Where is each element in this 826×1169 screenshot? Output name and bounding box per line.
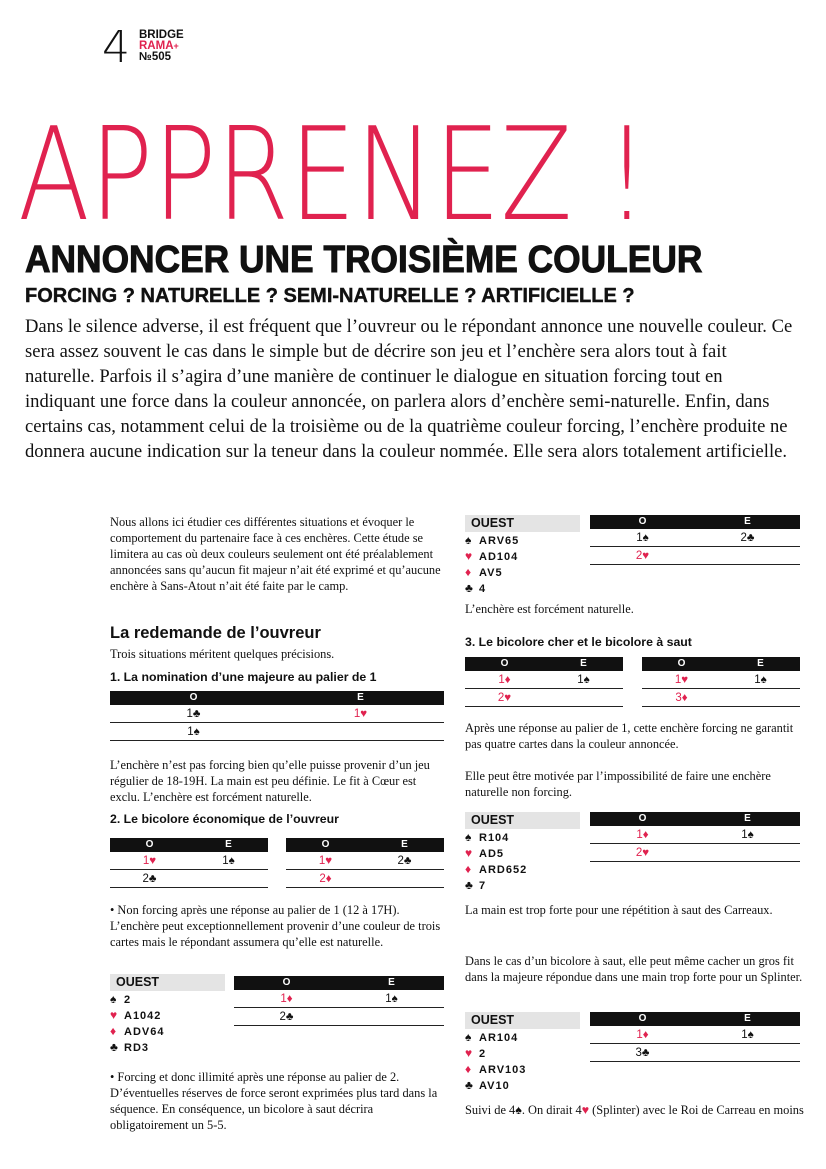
hand-label: OUEST (465, 1012, 580, 1029)
brand-line1: BRIDGE (139, 29, 184, 41)
bidding-row: 3♣ (590, 1044, 800, 1062)
hand-label: OUEST (465, 515, 580, 532)
r4-intro: Dans le cas d’un bicolore à saut, elle peut même cacher un gros fit dans la majeure répondue dans une main trop forte pour un Splinter. (465, 954, 803, 984)
subsection-1-text: L’enchère n’est pas forcing bien qu’elle puisse provenir d’un jeu régulier de 18-19H. La main est peu définie. Le fit à Cœur est exclu. L’enchère est forcément naturelle. (110, 758, 430, 804)
bidding-table-2b (286, 838, 444, 888)
diamond-icon: ♦ (465, 862, 472, 876)
hand-ouest-r3: OUEST ♠ R104 ♥ AD5 ♦ ARD652 ♣ 7 (465, 812, 580, 893)
diamond-icon: ♦ (110, 1024, 117, 1038)
spade-icon: ♠ (465, 533, 472, 547)
article-subtitle: FORCING ? NATURELLE ? SEMI-NATURELLE ? ARTIFICIELLE ? (25, 285, 635, 307)
heart-icon: ♥ (581, 1103, 590, 1117)
bidding-header: O E (642, 657, 800, 671)
subsection-2-text: • Non forcing après une réponse au palier de 1 (12 à 17H). L’enchère peut exceptionnellement provenir d’une couleur de trois cartes mais le répondant assumera qu’elle est naturelle. (110, 903, 441, 949)
section-title: La redemande de l’ouvreur (110, 624, 321, 642)
bidding-table-2a (110, 838, 268, 888)
bidding-row: 2♥ (590, 844, 800, 862)
intro-paragraph: Dans le silence adverse, il est fréquent que l’ouvreur ou le répondant annonce une nouvelle couleur. Ce sera assez souvent le cas dans le simple but de décrire son jeu et l’enchère sera alors tout à fait naturelle. Parfois il s’agira d’une manière de continuer le dialogue en situation forcing tout en indiquant une force dans la couleur annoncée, on parlera alors d’enchère semi-naturelle. Enfin, dans certains cas, notamment celui de la troisième ou de la quatrième couleur forcing, l’enchère produite ne donnera aucune indication sur la teneur dans la couleur nommée. Elle sera alors totalement artificielle. (25, 316, 793, 462)
r3-text: La main est trop forte pour une répétition à saut des Carreaux. (465, 903, 773, 917)
club-icon: ♣ (465, 581, 473, 595)
bidding-header: O E (465, 657, 623, 671)
spade-icon: ♠ (110, 992, 117, 1006)
bidding-table-r4 (590, 1012, 800, 1062)
bidding-table-3 (234, 976, 444, 1026)
bidding-row: 1♠ 2♣ (590, 529, 800, 547)
spade-icon: ♠ (465, 830, 472, 844)
heart-icon: ♥ (110, 1008, 118, 1022)
bidding-header: O E (286, 838, 444, 852)
bidding-table-r1 (590, 515, 800, 565)
bidding-table-1 (110, 691, 444, 741)
spade-icon: ♠ (465, 1030, 472, 1044)
bidding-row: 1♥ 2♣ (286, 852, 444, 870)
r1-text: L’enchère est forcément naturelle. (465, 602, 634, 616)
hand-label: OUEST (110, 974, 225, 991)
bidding-row: 1♣ 1♥ (110, 705, 444, 723)
bidding-table-r2a (465, 657, 623, 707)
bidding-row: 2♣ (110, 870, 268, 888)
subsection-1-title: 1. La nomination d’une majeure au palier de 1 (110, 670, 377, 684)
bidding-row: 1♠ (110, 723, 444, 741)
diamond-icon: ♦ (465, 1062, 472, 1076)
hand-ouest-left: OUEST ♠ 2 ♥ A1042 ♦ ADV64 ♣ RD3 (110, 974, 225, 1055)
bidding-row: 2♥ (465, 689, 623, 707)
bidding-row: 1♦ 1♠ (234, 990, 444, 1008)
r4-text: Suivi de 4♠. On dirait 4♥ (Splinter) avec le Roi de Carreau en moins (465, 1103, 804, 1117)
bidding-table-r2b (642, 657, 800, 707)
heart-icon: ♥ (465, 846, 473, 860)
bidding-header: O E (110, 838, 268, 852)
hand-ouest-r1: OUEST ♠ ARV65 ♥ AD104 ♦ AV5 ♣ 4 (465, 515, 580, 596)
article-title: ANNONCER UNE TROISIÈME COULEUR (25, 239, 703, 281)
heart-icon: ♥ (465, 549, 473, 563)
subsection-3-text-2: Elle peut être motivée par l’impossibilité de faire une enchère naturelle non forcing. (465, 769, 771, 799)
bidding-header: O E (590, 812, 800, 826)
page-number: 4 (102, 22, 130, 73)
club-icon: ♣ (110, 1040, 118, 1054)
bidding-header: O E (590, 515, 800, 529)
club-icon: ♣ (465, 1078, 473, 1092)
headline: APPRENEZ ! (18, 101, 648, 250)
bidding-row: 1♥ 1♠ (110, 852, 268, 870)
brand-plus: + (173, 41, 179, 51)
bidding-row: 1♦ 1♠ (590, 826, 800, 844)
subsection-3-title: 3. Le bicolore cher et le bicolore à saut (465, 635, 692, 649)
bidding-header: O E (234, 976, 444, 990)
bidding-row: 2♦ (286, 870, 444, 888)
heart-icon: ♥ (465, 1046, 473, 1060)
subsection-3-text: Après une réponse au palier de 1, cette enchère forcing ne garantit pas quatre cartes dans la couleur annoncée. (465, 721, 794, 751)
hand-label: OUEST (465, 812, 580, 829)
bidding-row: 3♦ (642, 689, 800, 707)
bidding-row: 1♥ 1♠ (642, 671, 800, 689)
bidding-row: 2♥ (590, 547, 800, 565)
subsection-2-text-2: • Forcing et donc illimité après une réponse au palier de 2. D’éventuelles réserves de force seront exprimées plus tard dans la séquence. En conséquence, un bicolore à saut décrira obligatoirement un 5-5. (110, 1070, 438, 1132)
brand-line2: RAMA (139, 40, 174, 52)
issue-number: №505 (139, 51, 172, 63)
diamond-icon: ♦ (465, 565, 472, 579)
bidding-header: O E (110, 691, 444, 705)
club-icon: ♣ (465, 878, 473, 892)
bidding-row: 1♦ 1♠ (465, 671, 623, 689)
bidding-row: 1♦ 1♠ (590, 1026, 800, 1044)
left-paragraph-1: Nous allons ici étudier ces différentes situations et évoquer le comportement du partenaire face à ces enchères. Cette étude se limitera au cas où deux couleurs seulement ont été préalablement annoncées sans qu’aucun fit majeur n’ait été exprimé et qu’aucune enchère à Sans-Atout n’ait été faite par le camp. (110, 515, 441, 593)
hand-ouest-r4: OUEST ♠ AR104 ♥ 2 ♦ ARV103 ♣ AV10 (465, 1012, 580, 1093)
brand-logo (139, 30, 184, 63)
bidding-table-r3 (590, 812, 800, 862)
subsection-2-title: 2. Le bicolore économique de l’ouvreur (110, 812, 339, 826)
section-intro: Trois situations méritent quelques précisions. (110, 647, 335, 661)
bidding-row: 2♣ (234, 1008, 444, 1026)
bidding-header: O E (590, 1012, 800, 1026)
